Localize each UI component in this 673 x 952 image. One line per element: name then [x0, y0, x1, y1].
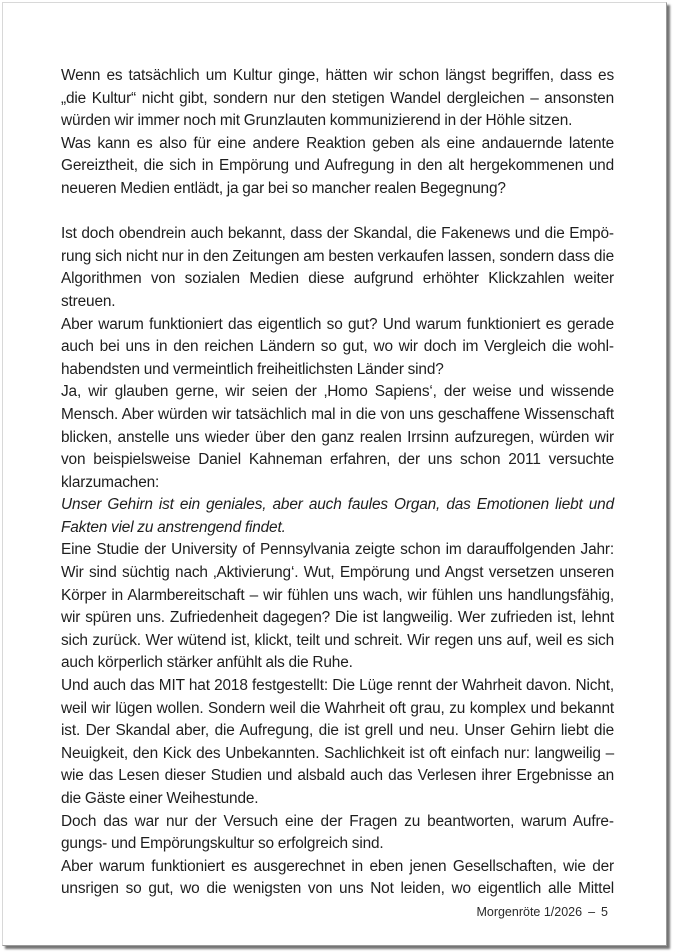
page-number: 5	[601, 905, 608, 919]
article-body	[61, 65, 614, 901]
paragraph-3: Ist doch obendrein auch bekannt, dass der Skandal, die Fakenews und die Empörung sich nicht nur in den Zeitungen am besten verkaufen lassen, sondern dass die Algorithmen von sozialen Medien diese aufgrund erhöhter Klickzahlen weiter streuen.	[61, 225, 614, 310]
document-page	[2, 2, 667, 946]
paragraph-9: Doch das war nur der Versuch eine der Fragen zu beantworten, warum Aufregungs- und Empörungskultur so erfolgreich sind.	[61, 812, 614, 853]
quote-kahneman: Unser Gehirn ist ein geniales, aber auch faules Organ, das Emotionen liebt und Fakten viel zu anstrengend findet.	[61, 496, 614, 536]
paragraph-2: Was kann es also für eine andere Reaktion geben als eine andauernde latente Gereiztheit, die sich in Empörung und Aufregung in den alt hergekommenen und neueren Medien entlädt, ja gar bei so mancher realen Begegnung?	[61, 134, 614, 197]
paragraph-8: Und auch das MIT hat 2018 festgestellt: Die Lüge rennt der Wahrheit davon. Nicht, weil wir lügen wollen. Sondern weil die Wahrheit oft grau, zu komplex und bekannt ist. Der Skandal aber, die Aufregung, die ist grell und neu. Unser Gehirn liebt die Neuigkeit, den Kick des Unbekannten. Sachlichkeit ist oft einfach nur: langweilig – wie das Lesen dieser Studien und alsbald auch das Verlesen ihrer Ergebnisse an die Gäste einer Weihestunde.	[61, 677, 614, 807]
paragraph-7: Eine Studie der University of Pennsylvania zeigte schon im darauffolgenden Jahr: Wir sind süchtig nach ‚Aktivierung‘. Wut, Empörung und Angst versetzen unseren Körper in Alarmbereitschaft – wir fühlen uns wach, wir fühlen uns handlungsfähig, wir spüren uns. Zufriedenheit dagegen? Die ist langweilig. Wer zufrieden ist, lehnt sich zurück. Wer wütend ist, klickt, teilt und schreit. Wir regen uns auf, weil es sich auch körperlich stärker anfühlt als die Ruhe.	[61, 541, 614, 672]
publication-name: Morgenröte 1/2026	[476, 905, 583, 919]
paragraph-1: Wenn es tatsächlich um Kultur ginge, hätten wir schon längst begriffen, dass es „die Kultur“ nicht gibt, sondern nur den stetigen Wandel dergleichen – ansonsten würden wir immer noch mit Grunzlauten kommunizierend in der Höhle sitzen.	[61, 67, 614, 130]
paragraph-4: Aber warum funktioniert das eigentlich so gut? Und warum funktioniert es gerade auch bei uns in den reichen Ländern so gut, wo wir doch im Vergleich die wohlhabendsten und vermeintlich freiheitlichsten Länder sind?	[61, 315, 614, 378]
paragraph-10: Aber warum funktioniert es ausgerechnet in eben jenen Gesellschaften, wie der unsrigen so gut, wo die wenigsten von uns Not leiden, wo eigentlich alle Mittel	[61, 857, 614, 898]
footer-separator: –	[588, 905, 596, 919]
page-footer	[476, 905, 608, 919]
paragraph-5: Ja, wir glauben gerne, wir seien der ‚Homo Sapiens‘, der weise und wissende Mensch. Aber würden wir tatsächlich mal in die von uns geschaffene Wissenschaft blicken, anstelle uns wieder über den ganz realen Irrsinn aufzuregen, würden wir von beispielsweise Daniel Kahneman erfahren, der uns schon 2011 versuchte klarzumachen:	[61, 383, 614, 491]
